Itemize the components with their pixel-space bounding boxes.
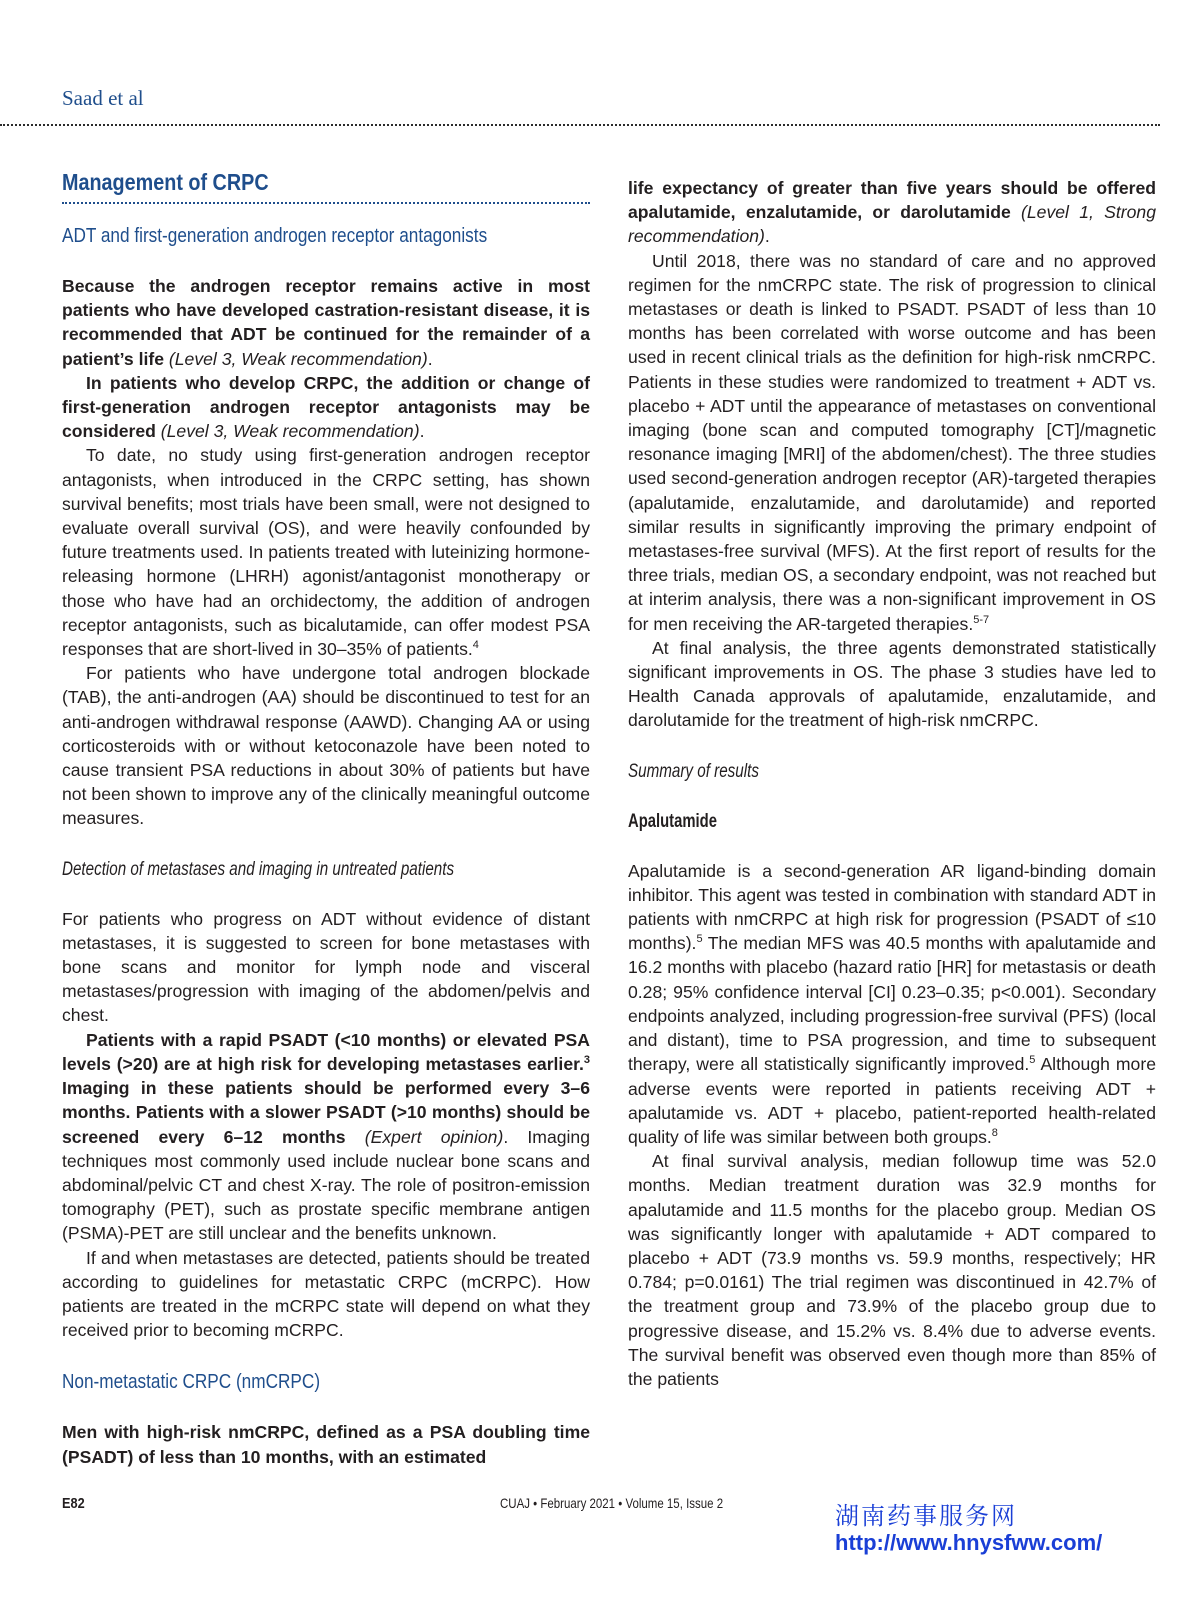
paragraph-final-analysis: At final analysis, the three agents demonstrated statistically significant improvements in OS. The phase 3 studies have led to Health Canada approvals of apalutamide, enzalutamide, and darolutamide for the treatment of high-risk nmCRPC. bbox=[628, 637, 1156, 731]
paragraph-survival-benefits bbox=[62, 443, 590, 661]
subsection-title-apalutamide: Apalutamide bbox=[628, 810, 717, 832]
recommendation-4-level: (Level 1, Strong recommendation) bbox=[628, 202, 1156, 247]
apalutamide-text-b: The median MFS was 40.5 months with apalutamide and 16.2 months with placebo (hazard ratio [HR] for metastasis or death 0.28; 95% confidence interval [CI] 0.23–0.35; p<0.001). Secondary endpoints analyzed, including progression-free survival (PFS) (local and distant), time to PSA progression, and time to subsequent therapy, were all statistically significantly improved. bbox=[628, 933, 1156, 1075]
right-column bbox=[628, 176, 1156, 1391]
subsection-title-detection: Detection of metastases and imaging in untreated patients bbox=[62, 858, 455, 880]
recommendation-4-text: Men with high-risk nmCRPC, defined as a PSA doubling time (PSADT) of less than 10 months, with an estimated bbox=[62, 1422, 590, 1467]
paragraph-nmcrpc-text: Until 2018, there was no standard of care and no approved regimen for the nmCRPC state. The risk of progression to clinical metastases or death is linked to PSADT. PSADT of less than 10 months has been correlated with worse outcome and has been used in recent clinical trials as the definition for high-risk nmCRPC. Patients in these studies were randomized to treatment + ADT vs. placebo + ADT until the appearance of metastases on conventional imaging (bone scan and computed tomography [CT]/magnetic resonance imaging [MRI] of the abdomen/chest). The three studies used second-generation androgen receptor (AR)-targeted therapies (apalutamide, enzalutamide, and darolutamide) and reported similar results in significantly improving the primary endpoint of metastases-free survival (MFS). At the first report of results for the three trials, median OS, a secondary endpoint, was not reached but at interim analysis, there was a non-significant improvement in OS for men receiving the AR-targeted therapies. bbox=[628, 250, 1156, 634]
page-number: E82 bbox=[62, 1495, 85, 1512]
apalutamide-text-c: Although more adverse events were reported in patients receiving ADT + apalutamide vs. ADT + placebo, patient-reported health-related quality of life was similar between both groups. bbox=[628, 1054, 1156, 1147]
recommendation-3-level: (Expert opinion) bbox=[364, 1126, 504, 1147]
paragraph-survival-text: To date, no study using first-generation androgen receptor antagonists, when introduced in the CRPC setting, has shown survival benefits; most trials have been small, were not designed to evaluate overall survival (OS), and were heavily confounded by future treatments used. In patients treated with luteinizing hormone-releasing hormone (LHRH) agonist/antagonist monotherapy or those who have had an orchidectomy, the addition of androgen receptor antagonists, such as bicalutamide, can offer modest PSA responses that are short-lived in 30–35% of patients. bbox=[62, 445, 590, 660]
recommendation-4-start bbox=[62, 1420, 590, 1468]
paragraph-nmcrpc-history bbox=[628, 249, 1156, 636]
paragraph-screening: For patients who progress on ADT without evidence of distant metastases, it is suggested to screen for bone metastases with bone scans and monitor for lymph node and visceral metastases/progression with imaging of the abdomen/pelvis and chest. bbox=[62, 908, 590, 1026]
citation-ref: 5 bbox=[696, 933, 703, 946]
recommendation-2-level: (Level 3, Weak recommendation) bbox=[160, 421, 420, 442]
paragraph-tab: For patients who have undergone total androgen blockade (TAB), the anti-androgen (AA) should be discontinued to test for an anti-androgen withdrawal response (AAWD). Changing AA or using corticosteroids with or without ketoconazole have been noted to cause transient PSA reductions in about 30% of patients but have not been shown to improve any of the clinically meaningful outcome measures. bbox=[62, 663, 590, 829]
subsection-title-adt: ADT and first-generation androgen receptor antagonists bbox=[62, 225, 488, 247]
recommendation-1-level: (Level 3, Weak recommendation) bbox=[168, 348, 428, 369]
recommendation-3 bbox=[62, 1028, 590, 1246]
left-column bbox=[62, 168, 590, 1469]
subsection-title-nmcrpc: Non-metastatic CRPC (nmCRPC) bbox=[62, 1371, 321, 1394]
paragraph-final-survival: At final survival analysis, median followup time was 52.0 months. Median treatment duration was 32.9 months for apalutamide and 11.5 months for the placebo group. Median OS was significantly longer with apalutamide + ADT compared to placebo + ADT (73.9 months vs. 59.9 months, respectively; HR 0.784; p=0.0161) The trial regimen was discontinued in 42.7% of the treatment group and 73.9% of the placebo group due to progressive disease, and 15.2% vs. 8.4% due to adverse events. The survival benefit was observed even though more than 85% of the patients bbox=[628, 1151, 1156, 1389]
citation-ref: 4 bbox=[472, 639, 479, 652]
citation-ref: 3 bbox=[583, 1054, 590, 1067]
section-divider bbox=[62, 202, 590, 204]
citation-ref: 5-7 bbox=[973, 613, 990, 626]
recommendation-2-text: In patients who develop CRPC, the addition or change of first-generation androgen receptor antagonists may be considered bbox=[62, 372, 590, 442]
journal-footer: CUAJ • February 2021 • Volume 15, Issue 2 bbox=[500, 1495, 724, 1511]
recommendation-3-tail: . Imaging techniques most commonly used include nuclear bone scans and abdominal/pelvic CT and chest X-ray. The role of positron-emission tomography (PET), such as prostate specific membrane antigen (PSMA)-PET are still unclear and the benefits unknown. bbox=[62, 1126, 591, 1244]
running-head: Saad et al bbox=[62, 86, 144, 110]
watermark-chinese: 湖南药事服务网 bbox=[835, 1503, 1017, 1530]
paragraph-metastases-detected: If and when metastases are detected, patients should be treated according to guidelines for metastatic CRPC (mCRPC). How patients are treated in the mCRPC state will depend on what they received prior to becoming mCRPC. bbox=[62, 1247, 590, 1341]
recommendation-1-text: Because the androgen receptor remains active in most patients who have developed castration-resistant disease, it is recommended that ADT be continued for the remainder of a patient’s life bbox=[62, 276, 590, 369]
citation-ref: 8 bbox=[991, 1127, 998, 1140]
apalutamide-text-a: Apalutamide is a second-generation AR ligand-binding domain inhibitor. This agent was tested in combination with standard ADT in patients with nmCRPC at high risk for progression (PSADT of ≤10 months). bbox=[628, 860, 1156, 954]
recommendation-4-cont-text: life expectancy of greater than five years should be offered apalutamide, enzalutamide, or darolutamide bbox=[628, 178, 1156, 223]
recommendation-3-text-b: Imaging in these patients should be performed every 3–6 months. Patients with a slower PSADT (>10 months) should be screened every 6–12 months bbox=[62, 1078, 590, 1147]
recommendation-2: In patients who develop CRPC, the addition or change of first-generation androgen receptor antagonists may be considered (Level 3, Weak recommendation). bbox=[62, 372, 590, 442]
section-title: Management of CRPC bbox=[62, 169, 269, 195]
recommendation-3-text-a: Patients with a rapid PSADT (<10 months) or elevated PSA levels (>20) are at high risk for developing metastases earlier. bbox=[62, 1029, 590, 1074]
paragraph-apalutamide bbox=[628, 859, 1156, 1149]
recommendation-4-continued: life expectancy of greater than five years should be offered apalutamide, enzalutamide, or darolutamide (Level 1, Strong recommendation). bbox=[628, 178, 1156, 247]
subsection-title-summary: Summary of results bbox=[628, 760, 759, 782]
citation-ref: 5 bbox=[1029, 1054, 1036, 1067]
recommendation-1: Because the androgen receptor remains active in most patients who have developed castration-resistant disease, it is recommended that ADT be continued for the remainder of a patient’s life (Level 3, Weak recommendation). bbox=[62, 276, 590, 369]
header-divider bbox=[0, 124, 1160, 126]
watermark-url[interactable]: http://www.hnysfww.com/ bbox=[835, 1530, 1103, 1555]
